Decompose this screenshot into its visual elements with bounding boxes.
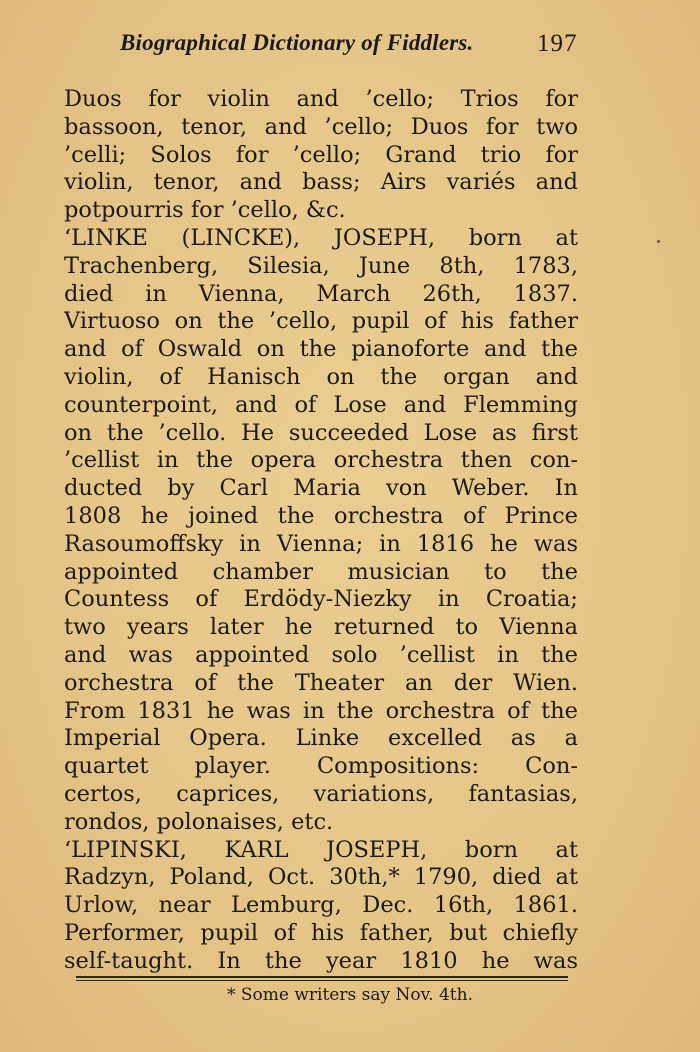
text-line: orchestra of the Theater an der Wien. [64,669,578,696]
text-line: Trachenberg, Silesia, June 8th, 1783, [64,252,578,279]
text-line: rondos, polonaises, etc. [64,808,334,835]
text-line: Duos for violin and ’cello; Trios for [64,86,578,112]
text-line: Countess of Erdödy-Niezky in Croatia; [64,586,578,613]
text-line: and of Oswald on the pianoforte and the [64,336,578,363]
footnote-rule [76,976,568,978]
running-title: Biographical Dictionary of Fiddlers. [120,30,474,55]
text-line: Performer, pupil of his father, but chiefly [64,919,578,946]
text-line: ’cellist in the opera orchestra then con- [64,447,578,474]
text-line: violin, tenor, and bass; Airs variés and [64,169,578,196]
text-line: two years later he returned to Vienna [64,614,578,641]
text-line: on the ’cello. He succeeded Lose as first [64,419,578,446]
text-line: self-taught. In the year 1810 he was [64,947,578,974]
footnote: * Some writers say Nov. 4th. [226,985,473,1005]
paper-speck [657,240,660,243]
page-number: 197 [537,30,578,57]
text-line: ducted by Carl Maria von Weber. In [64,475,578,502]
text-line: Radzyn, Poland, Oct. 30th,* 1790, died at [64,864,578,891]
text-line: and was appointed solo ’cellist in the [64,641,578,668]
text-line: Virtuoso on the ’cello, pupil of his father [64,308,578,335]
text-line: From 1831 he was in the orchestra of the [64,697,578,724]
text-line: died in Vienna, March 26th, 1837. [64,280,578,307]
text-line: Imperial Opera. Linke excelled as a [64,725,578,752]
text-line: ’celli; Solos for ’cello; Grand trio for [64,141,578,168]
text-line: appointed chamber musician to the [64,558,578,585]
entry-heading-lipinski: ‘LIPINSKI, KARL JOSEPH, born at [64,836,578,863]
text-line: bassoon, tenor, and ’cello; Duos for two [64,113,578,140]
text-line: counterpoint, and of Lose and Flemming [64,391,578,418]
text-line: 1808 he joined the orchestra of Prince [64,502,578,529]
text-line: Rasoumoffsky in Vienna; in 1816 he was [64,530,578,557]
body-text [64,86,578,976]
entry-heading-linke: ‘LINKE (LINCKE), JOSEPH, born at [64,224,578,251]
page-header [0,28,700,62]
text-line: violin, of Hanisch on the organ and [64,363,578,390]
footnote-rule-thin [76,980,568,981]
text-line: quartet player. Compositions: Con- [64,753,578,780]
text-line: potpourris for ’cello, &c. [64,197,346,224]
text-line: certos, caprices, variations, fantasias, [64,780,578,807]
text-line: Urlow, near Lemburg, Dec. 16th, 1861. [64,892,578,919]
